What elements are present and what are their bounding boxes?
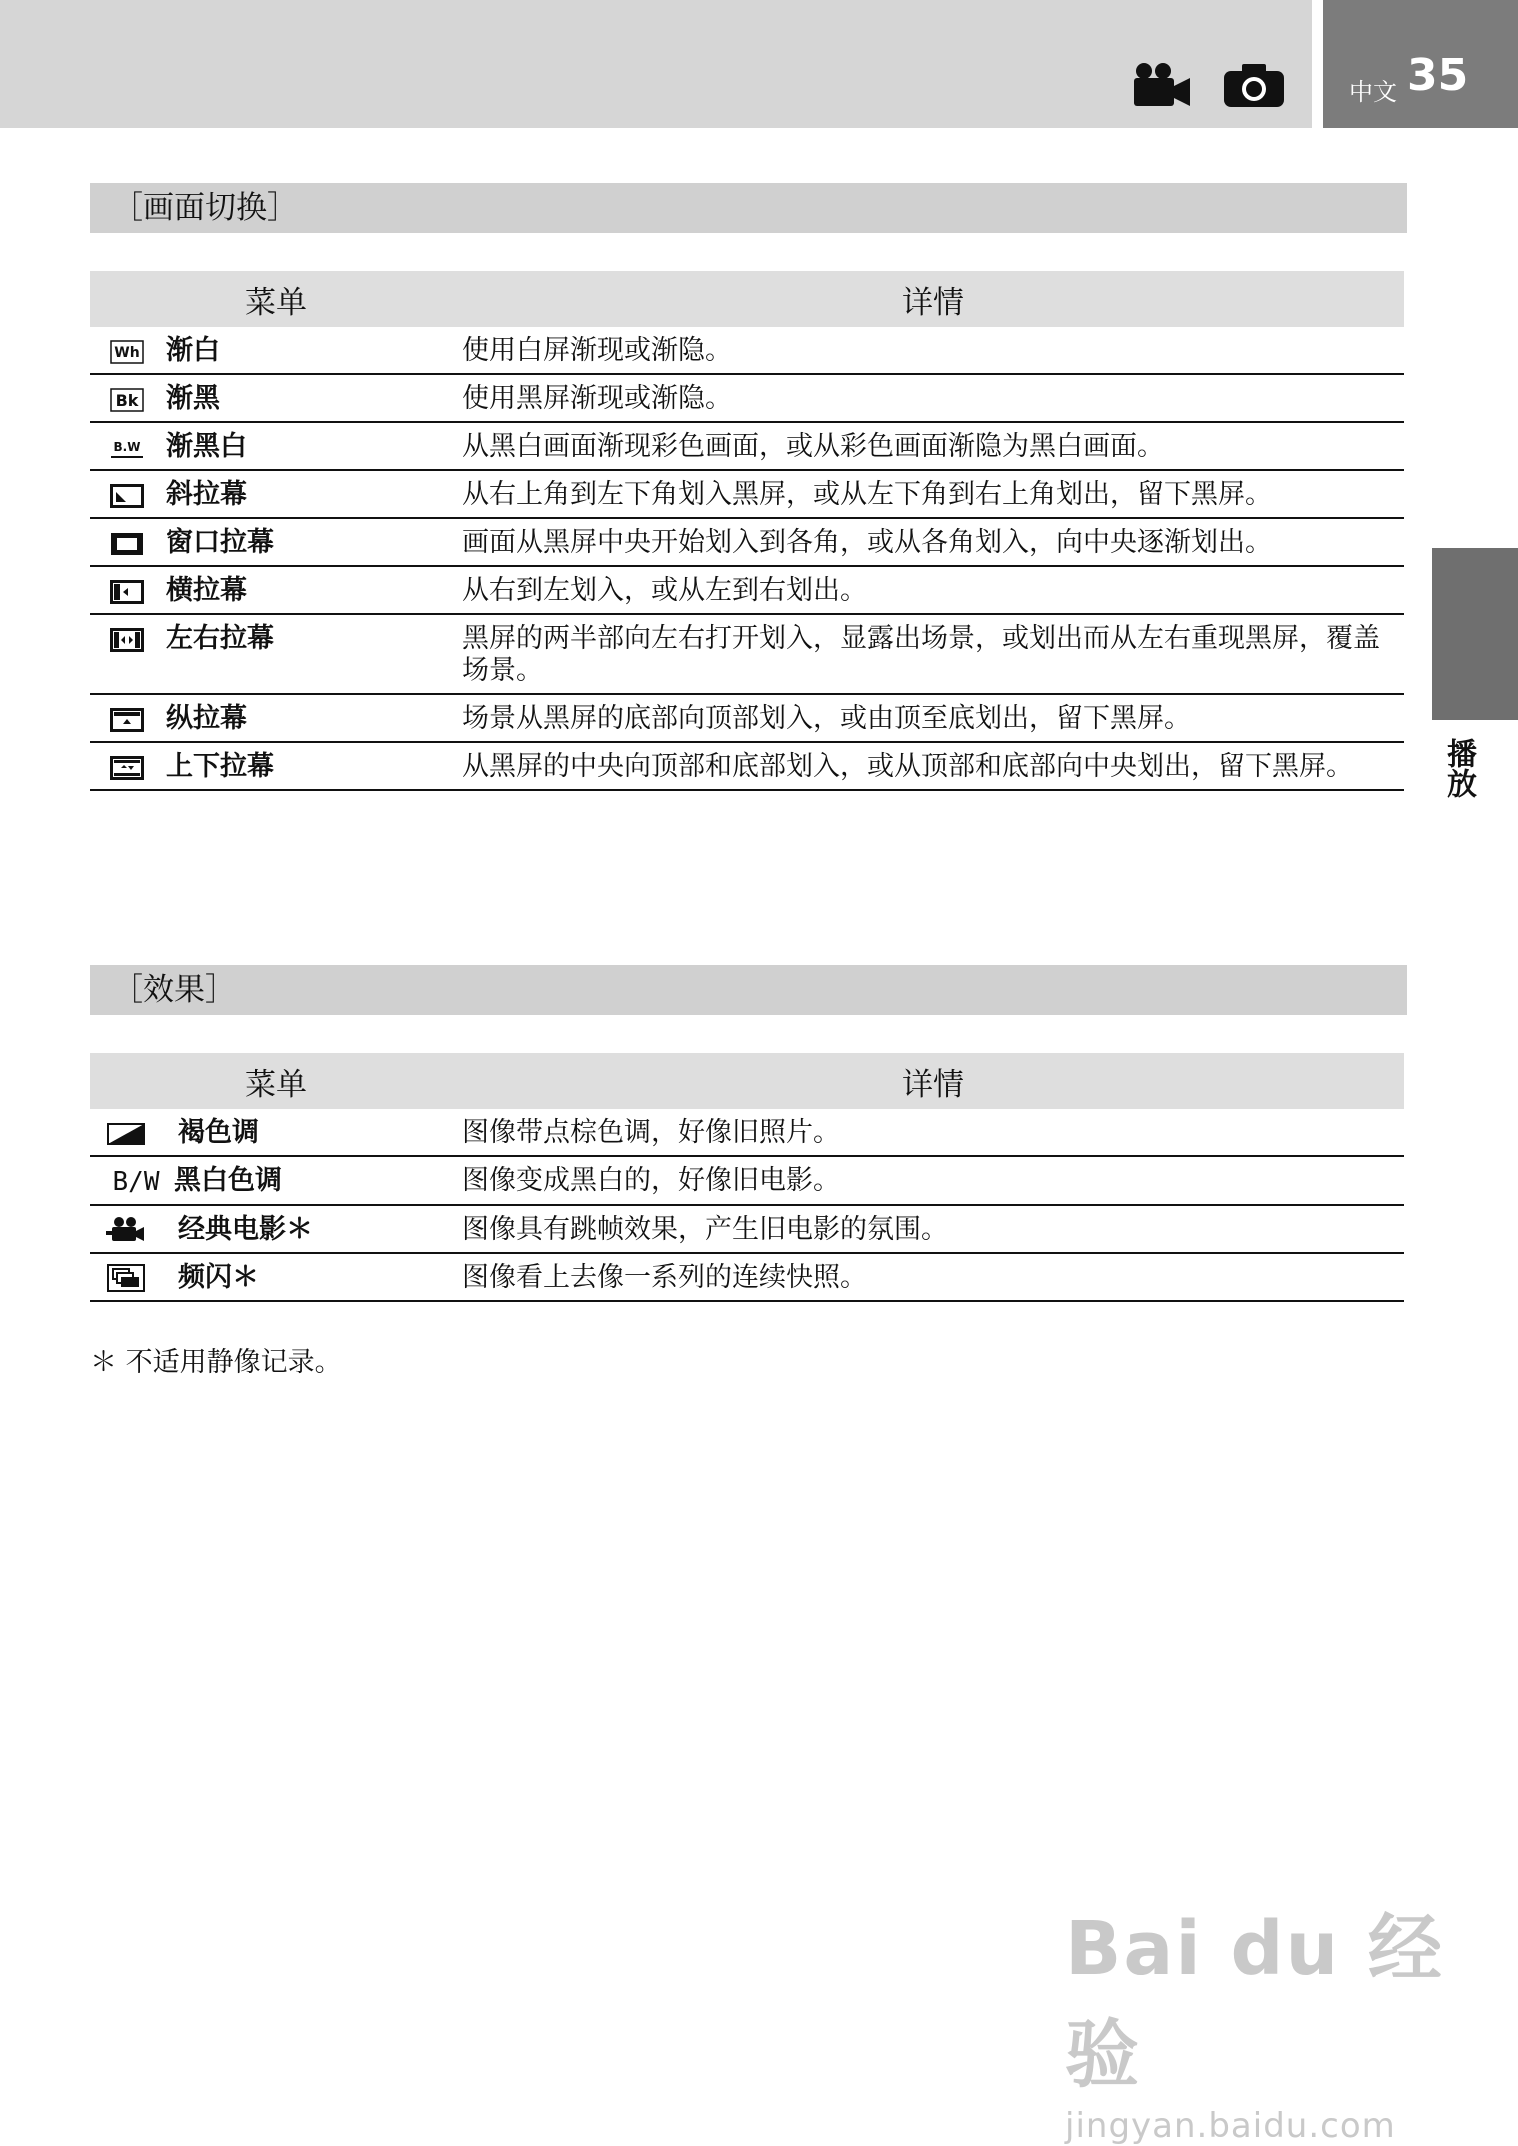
table-row bbox=[90, 374, 1404, 422]
detail-text: 从右上角到左下角划入黑屏，或从左下角到右上角划出，留下黑屏。 bbox=[462, 470, 1404, 518]
detail-text: 从右到左划入，或从左到右划出。 bbox=[462, 566, 1404, 614]
menu-name: 斜拉幕 bbox=[166, 479, 247, 510]
bk-icon bbox=[110, 388, 150, 412]
baidu-watermark bbox=[1065, 1890, 1518, 2146]
menu-name: 黑白色调 bbox=[174, 1165, 282, 1196]
side-tab-label: 播放 bbox=[1441, 738, 1476, 798]
strobe-icon bbox=[106, 1263, 170, 1293]
table-header-row bbox=[90, 1053, 1404, 1109]
menu-name: 渐黑 bbox=[166, 383, 220, 414]
menu-name: 上下拉幕 bbox=[166, 751, 274, 782]
door-wipe-icon bbox=[110, 628, 150, 652]
section-title: ［画面切换］ bbox=[112, 190, 298, 226]
scroll-wipe-icon bbox=[110, 708, 150, 732]
table-row bbox=[90, 1205, 1404, 1253]
detail-text: 画面从黑屏中央开始划入到各角，或从各角划入，向中央逐渐划出。 bbox=[462, 518, 1404, 566]
detail-text: 图像带点棕色调，好像旧照片。 bbox=[462, 1109, 1404, 1156]
sepia-icon bbox=[106, 1121, 170, 1147]
language-label: 中文 bbox=[1349, 78, 1397, 106]
window-wipe-icon bbox=[110, 532, 150, 556]
table-row bbox=[90, 327, 1404, 374]
detail-text: 图像变成黑白的，好像旧电影。 bbox=[462, 1156, 1404, 1205]
menu-name: 窗口拉幕 bbox=[166, 527, 274, 558]
section-title-bar bbox=[90, 183, 1407, 233]
classic-film-icon bbox=[106, 1215, 170, 1245]
column-header-menu: 菜单 bbox=[90, 271, 462, 327]
menu-name: 频闪＊ bbox=[178, 1261, 259, 1293]
table-row bbox=[90, 422, 1404, 470]
watermark-url: jingyan.baidu.com bbox=[1065, 2106, 1396, 2146]
menu-name: 经典电影＊ bbox=[178, 1213, 313, 1245]
detail-text: 图像看上去像一系列的连续快照。 bbox=[462, 1253, 1404, 1301]
bw-icon bbox=[110, 436, 150, 460]
detail-text: 从黑屏的中央向顶部和底部划入，或从顶部和底部向中央划出，留下黑屏。 bbox=[462, 742, 1404, 790]
menu-name: 渐白 bbox=[166, 335, 220, 366]
page-number: 35 bbox=[1407, 50, 1469, 101]
table-row bbox=[90, 566, 1404, 614]
detail-text: 黑屏的两半部向左右打开划入，显露出场景，或划出而从左右重现黑屏，覆盖场景。 bbox=[462, 614, 1404, 694]
menu-name: 渐黑白 bbox=[166, 431, 247, 462]
transition-table bbox=[90, 271, 1404, 791]
wh-icon bbox=[110, 340, 150, 364]
menu-name: 左右拉幕 bbox=[166, 623, 274, 654]
column-header-detail: 详情 bbox=[462, 271, 1404, 327]
footnote: ＊ 不适用静像记录。 bbox=[90, 1347, 342, 1378]
header-band bbox=[0, 0, 1312, 128]
menu-name: 纵拉幕 bbox=[166, 703, 247, 734]
slide-wipe-icon bbox=[110, 580, 150, 604]
bw-text-icon: B/W bbox=[112, 1166, 160, 1197]
corner-wipe-icon bbox=[110, 484, 150, 508]
column-header-menu: 菜单 bbox=[90, 1053, 462, 1109]
svg-text:Bk: Bk bbox=[115, 390, 139, 410]
svg-text:Wh: Wh bbox=[114, 344, 140, 361]
table-header-row bbox=[90, 271, 1404, 327]
side-tab bbox=[1432, 548, 1518, 720]
detail-text: 从黑白画面渐现彩色画面，或从彩色画面渐隐为黑白画面。 bbox=[462, 422, 1404, 470]
detail-text: 使用白屏渐现或渐隐。 bbox=[462, 327, 1404, 374]
column-header-detail: 详情 bbox=[462, 1053, 1404, 1109]
table-row bbox=[90, 1156, 1404, 1205]
effect-table bbox=[90, 1053, 1404, 1302]
video-camera-icon bbox=[1130, 62, 1192, 108]
table-row bbox=[90, 518, 1404, 566]
table-row bbox=[90, 1109, 1404, 1156]
menu-name: 横拉幕 bbox=[166, 575, 247, 606]
menu-name: 褐色调 bbox=[178, 1117, 259, 1148]
table-row bbox=[90, 694, 1404, 742]
page-tab bbox=[1323, 0, 1518, 128]
detail-text: 使用黑屏渐现或渐隐。 bbox=[462, 374, 1404, 422]
table-row bbox=[90, 1253, 1404, 1301]
table-row bbox=[90, 742, 1404, 790]
detail-text: 图像具有跳帧效果，产生旧电影的氛围。 bbox=[462, 1205, 1404, 1253]
table-row bbox=[90, 614, 1404, 694]
detail-text: 场景从黑屏的底部向顶部划入，或由顶至底划出，留下黑屏。 bbox=[462, 694, 1404, 742]
shutter-wipe-icon bbox=[110, 756, 150, 780]
watermark-logo: Bai du 经验 bbox=[1065, 1906, 1444, 2098]
table-row bbox=[90, 470, 1404, 518]
section-title: ［效果］ bbox=[112, 972, 236, 1008]
section-title-bar bbox=[90, 965, 1407, 1015]
photo-camera-icon bbox=[1222, 62, 1286, 108]
svg-text:B.W: B.W bbox=[113, 439, 141, 454]
